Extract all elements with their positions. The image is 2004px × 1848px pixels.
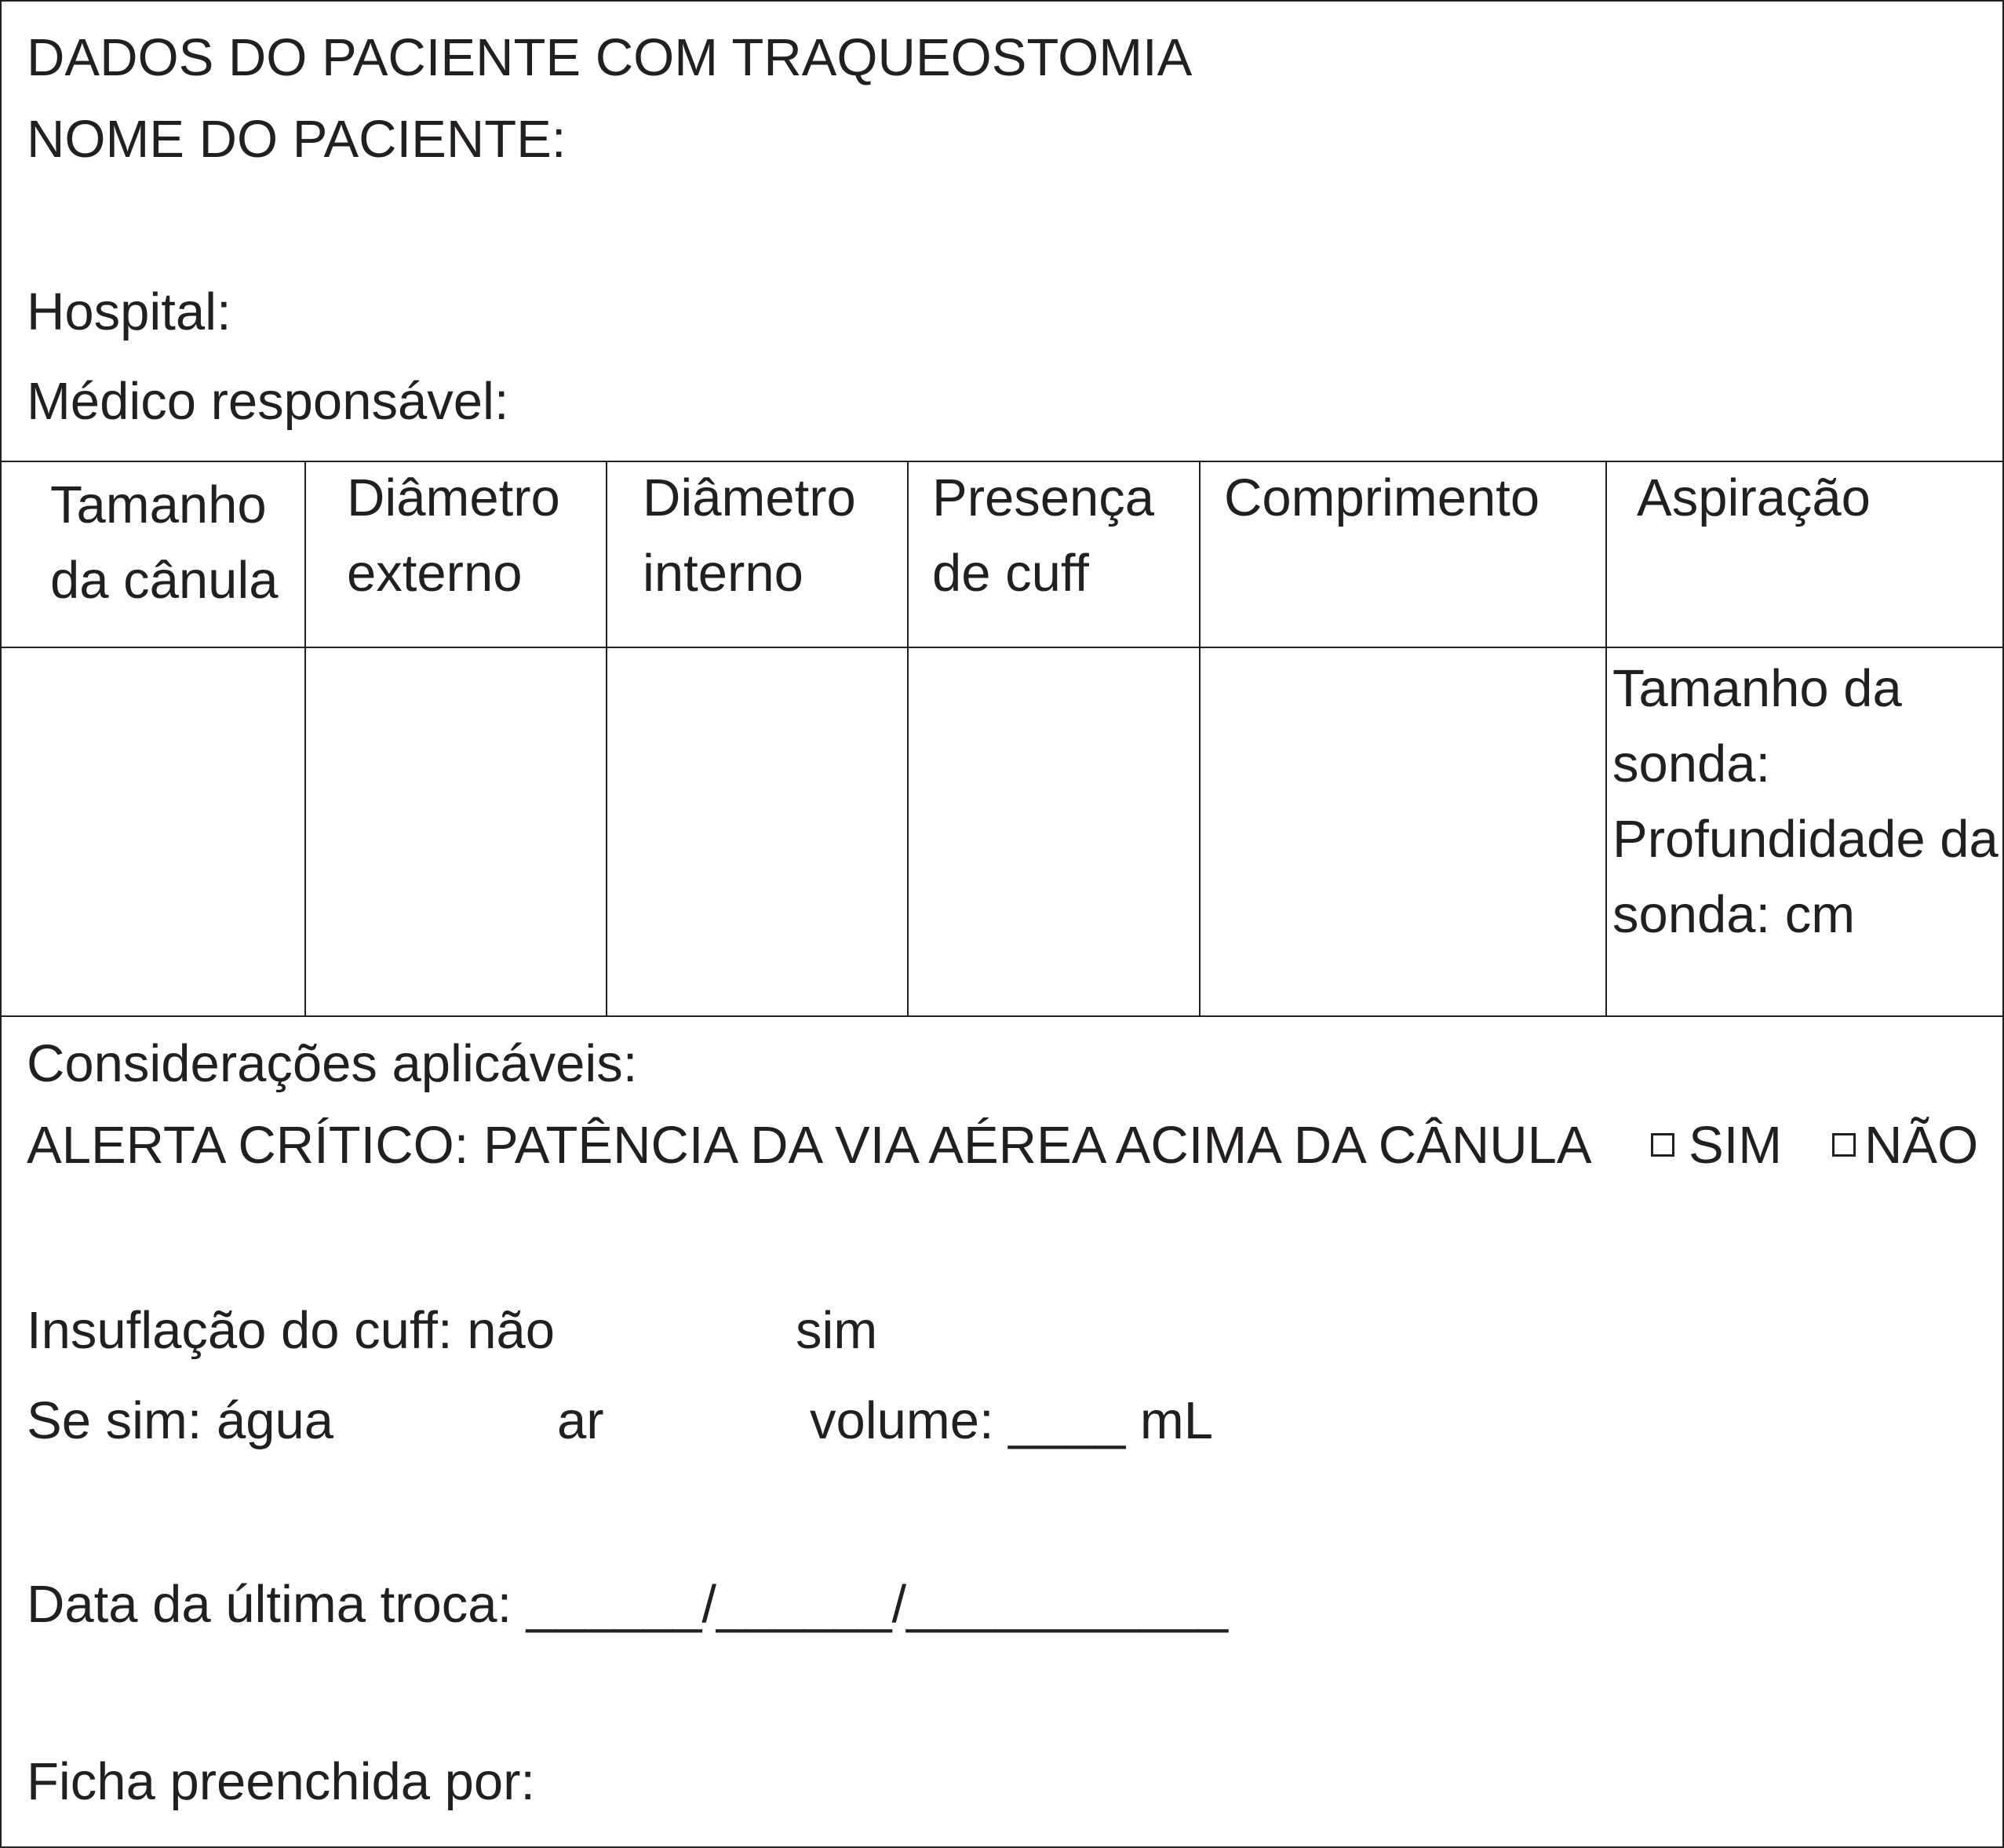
column-header-cannula-size: Tamanho da cânula	[50, 476, 279, 610]
column-divider	[606, 461, 607, 1017]
column-divider	[304, 461, 306, 1017]
column-divider	[1199, 461, 1201, 1017]
filled-by-label: Ficha preenchida por:	[27, 1752, 536, 1811]
form-title: DADOS DO PACIENTE COM TRAQUEOSTOMIA	[27, 28, 1193, 87]
patient-name-label: NOME DO PACIENTE:	[27, 110, 567, 169]
considerations-label: Considerações aplicáveis:	[27, 1034, 638, 1093]
cuff-inflation-label: Insuflação do cuff: não	[27, 1301, 555, 1360]
cuff-inflation-yes: sim	[796, 1301, 878, 1360]
column-divider	[907, 461, 909, 1017]
no-option-label: NÃO	[1864, 1116, 1979, 1175]
volume-label: volume: ____ mL	[810, 1391, 1213, 1450]
column-header-external-diameter: Diâmetro externo	[347, 468, 560, 603]
yes-option-label: SIM	[1689, 1116, 1783, 1175]
column-header-aspiration: Aspiração	[1637, 468, 1871, 527]
doctor-label: Médico responsável:	[27, 372, 509, 431]
if-yes-air-label: ar	[557, 1391, 604, 1450]
aspiration-probe-details: Tamanho da sonda: Profundidade da sonda: cm	[1612, 659, 1999, 944]
column-header-internal-diameter: Diâmetro interno	[643, 468, 856, 603]
hospital-label: Hospital:	[27, 282, 231, 341]
critical-alert-text: ALERTA CRÍTICO: PATÊNCIA DA VIA AÉREA ACIMA DA CÂNULA	[27, 1116, 1592, 1175]
last-change-date-label: Data da última troca: ______/______/___________	[27, 1575, 1229, 1634]
if-yes-water-label: Se sim: água	[27, 1391, 334, 1450]
yes-checkbox[interactable]	[1651, 1133, 1674, 1157]
column-header-cuff-presence: Presença de cuff	[932, 468, 1155, 603]
column-header-length: Comprimento	[1224, 468, 1540, 527]
column-divider	[1605, 461, 1607, 1017]
table-bottom-divider	[2, 1015, 2002, 1017]
table-header-divider	[2, 647, 2002, 648]
no-checkbox[interactable]	[1832, 1133, 1856, 1157]
